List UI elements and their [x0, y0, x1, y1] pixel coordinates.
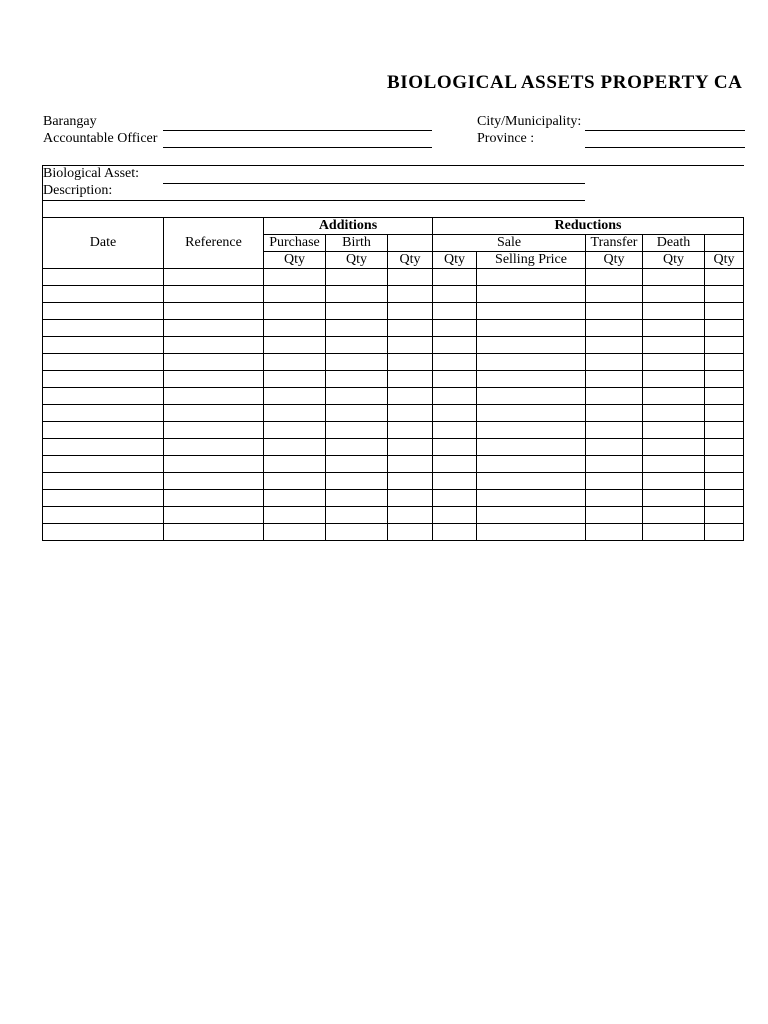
reference-header: Reference — [164, 218, 264, 269]
table-row — [43, 303, 744, 320]
table-cell[interactable] — [264, 337, 326, 354]
table-cell[interactable] — [43, 507, 164, 524]
table-cell[interactable] — [388, 320, 433, 337]
asset-box-top-border — [42, 165, 744, 166]
table-cell[interactable] — [643, 473, 705, 490]
table-cell[interactable] — [433, 490, 477, 507]
table-cell[interactable] — [264, 286, 326, 303]
date-header: Date — [43, 218, 164, 269]
description-label: Description: — [43, 183, 113, 198]
table-cell[interactable] — [586, 337, 643, 354]
table-cell[interactable] — [477, 439, 586, 456]
table-cell[interactable] — [43, 456, 164, 473]
table-cell[interactable] — [326, 269, 388, 286]
table-cell[interactable] — [164, 269, 264, 286]
table-cell[interactable] — [477, 490, 586, 507]
table-cell[interactable] — [433, 439, 477, 456]
biological-asset-label: Biological Asset: — [43, 166, 140, 181]
table-cell[interactable] — [264, 456, 326, 473]
table-row — [43, 320, 744, 337]
table-cell[interactable] — [326, 388, 388, 405]
table-cell[interactable] — [705, 337, 744, 354]
form-title: BIOLOGICAL ASSETS PROPERTY CA — [387, 72, 743, 93]
table-cell[interactable] — [477, 388, 586, 405]
table-cell[interactable] — [43, 473, 164, 490]
table-row — [43, 405, 744, 422]
table-cell[interactable] — [264, 303, 326, 320]
sale-header: Sale — [433, 235, 586, 252]
table-cell[interactable] — [326, 490, 388, 507]
city-municipality-field[interactable] — [585, 130, 745, 131]
table-cell[interactable] — [388, 422, 433, 439]
table-cell[interactable] — [388, 303, 433, 320]
death-qty-header: Qty — [643, 252, 705, 269]
table-cell[interactable] — [433, 507, 477, 524]
table-cell[interactable] — [586, 422, 643, 439]
table-cell[interactable] — [264, 422, 326, 439]
table-cell[interactable] — [164, 456, 264, 473]
table-cell[interactable] — [326, 507, 388, 524]
city-municipality-label: City/Municipality: — [477, 114, 582, 129]
table-cell[interactable] — [164, 303, 264, 320]
table-cell[interactable] — [433, 456, 477, 473]
table-cell[interactable] — [43, 405, 164, 422]
table-cell[interactable] — [643, 439, 705, 456]
table-cell[interactable] — [586, 286, 643, 303]
table-cell[interactable] — [43, 371, 164, 388]
table-cell[interactable] — [43, 524, 164, 541]
table-cell[interactable] — [477, 354, 586, 371]
table-cell[interactable] — [705, 439, 744, 456]
table-cell[interactable] — [477, 422, 586, 439]
table-cell[interactable] — [326, 303, 388, 320]
table-cell[interactable] — [43, 269, 164, 286]
table-cell[interactable] — [388, 439, 433, 456]
table-row — [43, 490, 744, 507]
table-cell[interactable] — [705, 320, 744, 337]
table-cell[interactable] — [643, 286, 705, 303]
table-cell[interactable] — [388, 337, 433, 354]
table-cell[interactable] — [164, 524, 264, 541]
table-cell[interactable] — [705, 524, 744, 541]
barangay-label: Barangay — [43, 114, 97, 129]
table-cell[interactable] — [43, 388, 164, 405]
table-cell[interactable] — [477, 320, 586, 337]
table-cell[interactable] — [477, 371, 586, 388]
table-cell[interactable] — [43, 286, 164, 303]
table-cell[interactable] — [586, 405, 643, 422]
table-row — [43, 422, 744, 439]
table-cell[interactable] — [705, 388, 744, 405]
table-cell[interactable] — [586, 507, 643, 524]
additions-other-qty-header: Qty — [388, 252, 433, 269]
table-cell[interactable] — [705, 405, 744, 422]
table-cell[interactable] — [477, 337, 586, 354]
description-underline-left — [42, 200, 163, 201]
table-cell[interactable] — [326, 524, 388, 541]
table-cell[interactable] — [43, 422, 164, 439]
table-cell[interactable] — [433, 337, 477, 354]
table-row — [43, 473, 744, 490]
table-cell[interactable] — [643, 456, 705, 473]
table-cell[interactable] — [264, 524, 326, 541]
table-cell[interactable] — [477, 456, 586, 473]
table-cell[interactable] — [164, 439, 264, 456]
table-cell[interactable] — [643, 405, 705, 422]
table-cell[interactable] — [477, 286, 586, 303]
sale-qty-header: Qty — [433, 252, 477, 269]
table-cell[interactable] — [705, 303, 744, 320]
table-cell[interactable] — [586, 320, 643, 337]
table-cell[interactable] — [326, 405, 388, 422]
table-cell[interactable] — [43, 354, 164, 371]
table-cell[interactable] — [705, 456, 744, 473]
table-row — [43, 439, 744, 456]
table-row — [43, 371, 744, 388]
table-cell[interactable] — [164, 320, 264, 337]
description-field[interactable] — [163, 200, 585, 201]
table-row — [43, 354, 744, 371]
table-cell[interactable] — [433, 354, 477, 371]
table-cell[interactable] — [264, 405, 326, 422]
table-cell[interactable] — [264, 473, 326, 490]
table-row — [43, 524, 744, 541]
header-row-1 — [43, 218, 744, 235]
table-cell[interactable] — [433, 388, 477, 405]
death-header: Death — [643, 235, 705, 252]
table-cell[interactable] — [705, 473, 744, 490]
table-cell[interactable] — [43, 490, 164, 507]
table-cell[interactable] — [643, 320, 705, 337]
table-cell[interactable] — [164, 337, 264, 354]
table-cell[interactable] — [43, 337, 164, 354]
table-cell[interactable] — [643, 490, 705, 507]
table-cell[interactable] — [643, 524, 705, 541]
table-cell[interactable] — [477, 405, 586, 422]
barangay-field[interactable] — [163, 130, 432, 131]
table-cell[interactable] — [326, 354, 388, 371]
table-cell[interactable] — [164, 405, 264, 422]
table-cell[interactable] — [388, 473, 433, 490]
table-cell[interactable] — [264, 269, 326, 286]
table-cell[interactable] — [586, 490, 643, 507]
table-cell[interactable] — [164, 490, 264, 507]
table-row — [43, 507, 744, 524]
additions-header: Additions — [264, 218, 433, 235]
table-cell[interactable] — [388, 286, 433, 303]
table-cell[interactable] — [477, 507, 586, 524]
table-cell[interactable] — [477, 303, 586, 320]
table-cell[interactable] — [643, 422, 705, 439]
table-cell[interactable] — [388, 388, 433, 405]
table-cell[interactable] — [586, 388, 643, 405]
table-cell[interactable] — [586, 354, 643, 371]
reductions-header: Reductions — [433, 218, 744, 235]
purchase-qty-header: Qty — [264, 252, 326, 269]
table-cell[interactable] — [705, 371, 744, 388]
table-cell[interactable] — [43, 439, 164, 456]
table-cell[interactable] — [433, 422, 477, 439]
table-cell[interactable] — [264, 439, 326, 456]
province-field[interactable] — [585, 147, 745, 148]
table-cell[interactable] — [388, 269, 433, 286]
biological-asset-field[interactable] — [163, 183, 585, 184]
table-row — [43, 337, 744, 354]
table-cell[interactable] — [433, 405, 477, 422]
table-cell[interactable] — [264, 490, 326, 507]
table-cell[interactable] — [477, 473, 586, 490]
table-cell[interactable] — [388, 354, 433, 371]
table-cell[interactable] — [705, 354, 744, 371]
table-cell[interactable] — [705, 269, 744, 286]
table-cell[interactable] — [433, 303, 477, 320]
ledger-table — [42, 217, 744, 541]
table-cell[interactable] — [388, 456, 433, 473]
table-cell[interactable] — [586, 303, 643, 320]
table-cell[interactable] — [326, 286, 388, 303]
table-cell[interactable] — [643, 303, 705, 320]
table-cell[interactable] — [43, 320, 164, 337]
table-cell[interactable] — [643, 337, 705, 354]
table-cell[interactable] — [705, 507, 744, 524]
table-cell[interactable] — [264, 371, 326, 388]
table-cell[interactable] — [164, 371, 264, 388]
table-cell[interactable] — [477, 269, 586, 286]
table-cell[interactable] — [326, 456, 388, 473]
table-cell[interactable] — [164, 422, 264, 439]
reductions-other-qty-header: Qty — [705, 252, 744, 269]
table-cell[interactable] — [643, 371, 705, 388]
table-cell[interactable] — [433, 286, 477, 303]
table-cell[interactable] — [264, 320, 326, 337]
table-cell[interactable] — [326, 473, 388, 490]
table-cell[interactable] — [643, 507, 705, 524]
table-cell[interactable] — [326, 371, 388, 388]
table-cell[interactable] — [705, 422, 744, 439]
table-cell[interactable] — [164, 473, 264, 490]
table-cell[interactable] — [326, 439, 388, 456]
table-cell[interactable] — [326, 337, 388, 354]
table-cell[interactable] — [643, 388, 705, 405]
table-cell[interactable] — [586, 371, 643, 388]
table-cell[interactable] — [433, 473, 477, 490]
table-cell[interactable] — [164, 507, 264, 524]
table-cell[interactable] — [264, 354, 326, 371]
table-cell[interactable] — [164, 286, 264, 303]
table-cell[interactable] — [586, 439, 643, 456]
transfer-qty-header: Qty — [586, 252, 643, 269]
table-cell[interactable] — [586, 456, 643, 473]
table-cell[interactable] — [388, 405, 433, 422]
table-cell[interactable] — [643, 354, 705, 371]
table-cell[interactable] — [477, 524, 586, 541]
accountable-officer-label: Accountable Officer — [43, 131, 158, 146]
birth-qty-header: Qty — [326, 252, 388, 269]
table-cell[interactable] — [586, 269, 643, 286]
accountable-officer-field[interactable] — [163, 147, 432, 148]
table-cell[interactable] — [388, 490, 433, 507]
table-cell[interactable] — [326, 320, 388, 337]
transfer-header: Transfer — [586, 235, 643, 252]
table-row — [43, 286, 744, 303]
table-cell[interactable] — [388, 507, 433, 524]
table-cell[interactable] — [705, 286, 744, 303]
table-cell[interactable] — [705, 490, 744, 507]
table-cell[interactable] — [388, 371, 433, 388]
reductions-other-header — [705, 235, 744, 252]
table-row — [43, 269, 744, 286]
table-cell[interactable] — [586, 524, 643, 541]
table-row — [43, 388, 744, 405]
table-cell[interactable] — [264, 388, 326, 405]
additions-other-header — [388, 235, 433, 252]
table-cell[interactable] — [388, 524, 433, 541]
province-label: Province : — [477, 131, 535, 146]
birth-header: Birth — [326, 235, 388, 252]
table-cell[interactable] — [164, 388, 264, 405]
table-cell[interactable] — [433, 269, 477, 286]
purchase-header: Purchase — [264, 235, 326, 252]
table-cell[interactable] — [643, 269, 705, 286]
table-cell[interactable] — [264, 507, 326, 524]
table-cell[interactable] — [586, 473, 643, 490]
table-cell[interactable] — [433, 320, 477, 337]
table-cell[interactable] — [433, 524, 477, 541]
table-cell[interactable] — [433, 371, 477, 388]
table-cell[interactable] — [43, 303, 164, 320]
table-row — [43, 456, 744, 473]
table-cell[interactable] — [164, 354, 264, 371]
table-cell[interactable] — [326, 422, 388, 439]
selling-price-header: Selling Price — [477, 252, 586, 269]
